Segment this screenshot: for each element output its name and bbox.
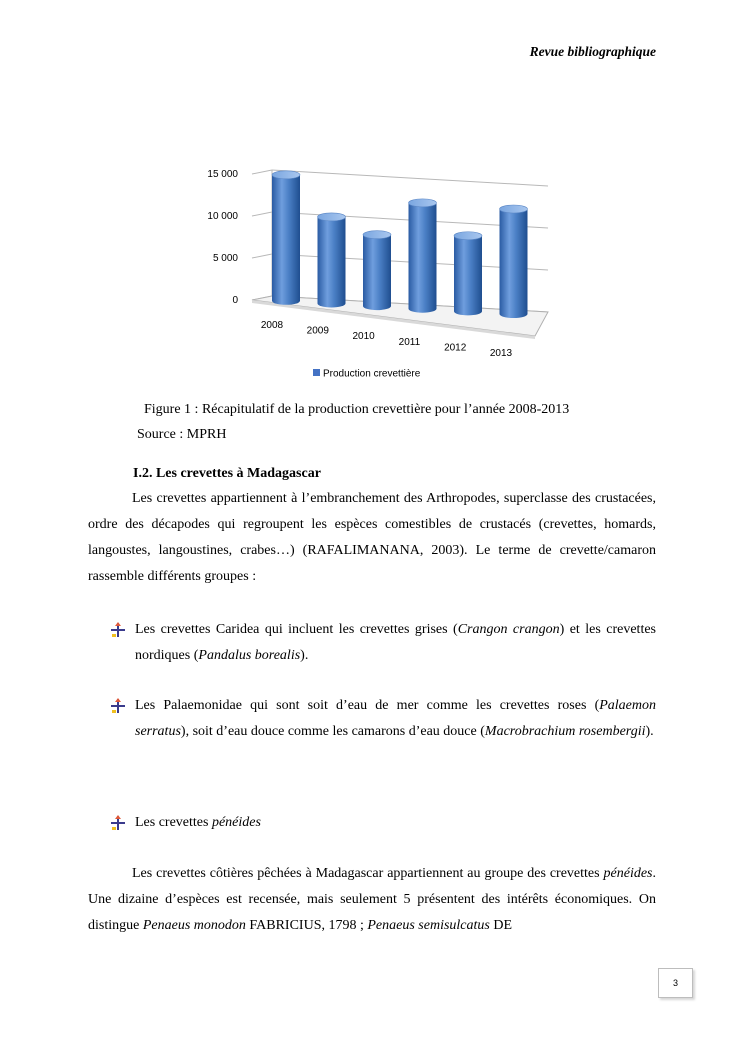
- list-item: [110, 810, 656, 836]
- bar: [272, 175, 300, 305]
- x-tick-label: 2011: [398, 336, 421, 348]
- bar: [500, 209, 528, 318]
- y-axis-ticks: [207, 169, 238, 306]
- legend-label: Production crevettière: [323, 368, 421, 380]
- bar: [409, 203, 437, 313]
- x-tick-label: 2010: [352, 331, 375, 343]
- y-tick-label: 5 000: [212, 253, 238, 264]
- gridline-side: [252, 254, 272, 258]
- list-item-text: Les crevettes pénéides: [135, 815, 261, 830]
- section-heading: I.2. Les crevettes à Madagascar: [133, 466, 321, 481]
- bar-cap: [500, 205, 528, 213]
- y-tick-label: 10 000: [207, 211, 238, 222]
- figure-caption: Figure 1 : Récapitulatif de la production crevettière pour l’année 2008-2013: [144, 402, 570, 417]
- chart-bars: [272, 171, 528, 318]
- paragraph-intro: Les crevettes appartiennent à l’embranchement des Arthropodes, superclasse des crustacées, ordre des décapodes qui regroupent les espèces comestibles de crustacés (crevettes, homards, langoustes, langoustines, crabes…) (RAFALIMANANA, 2003). Le terme de crevette/camaron rassemble différents groupes :: [88, 491, 656, 584]
- list-item: [110, 693, 656, 745]
- paragraph-penaeides: Les crevettes côtières pêchées à Madagascar appartiennent au groupe des crevettes pénéides. Une dizaine d’espèces est recensée, mais seulement 5 présentent des intérêts économiques. On distingue Penaeus monodon FABRICIUS, 1798 ; Penaeus semisulcatus DE: [88, 866, 656, 933]
- bar: [363, 235, 391, 310]
- bar-cap: [318, 213, 346, 221]
- list-item-text: Les Palaemonidae qui sont soit d’eau de mer comme les crevettes roses (Palaemon serratus), soit d’eau douce comme les camarons d’eau douce (Macrobrachium rosembergii).: [135, 698, 656, 739]
- bar-cap: [454, 232, 482, 240]
- gridline-side: [252, 212, 272, 216]
- bar-cap: [363, 231, 391, 239]
- list-item-text: Les crevettes Caridea qui incluent les crevettes grises (Crangon crangon) et les crevettes nordiques (Pandalus borealis).: [135, 622, 657, 663]
- x-tick-label: 2013: [489, 348, 513, 359]
- running-header: Revue bibliographique: [529, 44, 656, 59]
- page-number: 3: [658, 968, 693, 998]
- bar-cap: [409, 199, 437, 207]
- y-tick-label: 0: [232, 295, 238, 306]
- bar: [454, 236, 482, 316]
- x-tick-label: 2009: [306, 325, 329, 337]
- bar: [318, 217, 346, 308]
- y-tick-label: 15 000: [207, 169, 238, 180]
- figure-source: Source : MPRH: [137, 427, 227, 442]
- bar-cap: [272, 171, 300, 179]
- x-tick-label: 2008: [260, 320, 284, 331]
- gridline-side: [252, 170, 272, 174]
- list-item: [110, 617, 656, 669]
- bullet-arrow-icon: [110, 622, 126, 638]
- bullet-arrow-icon: [110, 815, 126, 831]
- x-tick-label: 2012: [444, 342, 467, 354]
- bullet-arrow-icon: [110, 698, 126, 714]
- legend-swatch: [313, 369, 320, 376]
- gridline: [272, 170, 548, 186]
- chart-legend: [313, 369, 421, 380]
- production-bar-chart: [0, 0, 744, 400]
